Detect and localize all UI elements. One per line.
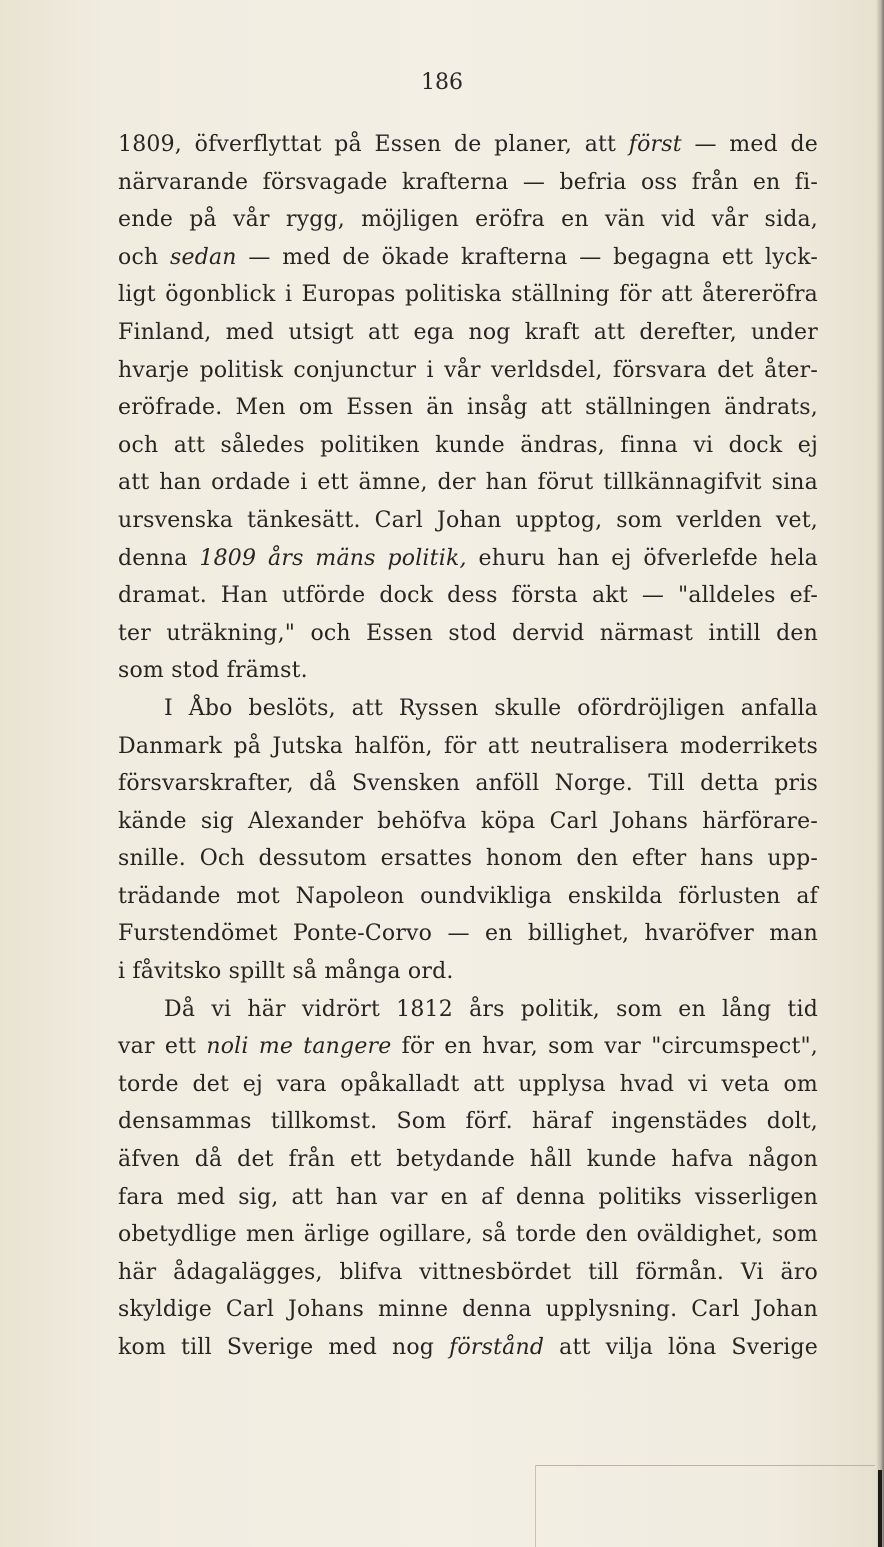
text-line-19: kände sig Alexander behöfva köpa Carl Johans härförare-: [118, 808, 818, 834]
bottom-rule: [535, 1465, 875, 1466]
page-number: 186: [421, 70, 463, 95]
text-line-25: var ett noli me tangere för en hvar, som var "circumspect",: [118, 1034, 819, 1060]
text-line-9: och att således politiken kunde ändras, finna vi dock ej: [118, 432, 818, 458]
text-line-2: närvarande försvagade krafterna — befria oss från en fi-: [118, 169, 818, 195]
text-line-26: torde det ej vara opåkalladt att upplysa hvad vi veta om: [118, 1071, 818, 1097]
text-line-24: Då vi här vidrört 1812 års politik, som en lång tid: [164, 996, 818, 1022]
text-line-10: att han ordade i ett ämne, der han förut tillkännagifvit sina: [118, 470, 818, 496]
text-line-8: eröfrade. Men om Essen än insåg att ställningen ändrats,: [118, 395, 818, 421]
text-line-33: kom till Sverige med nog förstånd att vilja löna Sverige: [118, 1335, 818, 1360]
text-line-21: trädande mot Napoleon oundvikliga enskilda förlusten af: [118, 883, 818, 909]
text-line-28: äfven då det från ett betydande håll kunde hafva någon: [118, 1147, 818, 1173]
text-line-3: ende på vår rygg, möjligen eröfra en vän vid vår sida,: [118, 207, 818, 233]
text-line-30: obetydlige men ärlige ogillare, så torde den oväldighet, som: [118, 1222, 818, 1248]
text-line-23: i fåvitsko spillt så många ord.: [118, 959, 454, 985]
text-line-18: försvarskrafter, då Svensken anföll Norge. Till detta pris: [118, 771, 818, 797]
text-line-5: ligt ögonblick i Europas politiska ställning för att återeröfra: [118, 282, 818, 308]
text-line-4: och sedan — med de ökade krafterna — begagna ett lyck-: [118, 244, 818, 270]
text-line-15: som stod främst.: [118, 658, 308, 684]
text-line-1: 1809, öfverflyttat på Essen de planer, att först — med de: [118, 132, 818, 157]
text-line-27: densammas tillkomst. Som förf. häraf ingenstädes dolt,: [118, 1109, 818, 1135]
text-line-22: Furstendömet Ponte-Corvo — en billighet, hvaröfver man: [118, 921, 818, 947]
text-line-11: ursvenska tänkesätt. Carl Johan upptog, som verlden vet,: [118, 507, 818, 533]
text-line-20: snille. Och dessutom ersattes honom den efter hans upp-: [118, 846, 818, 872]
text-line-6: Finland, med utsigt att ega nog kraft att derefter, under: [118, 319, 818, 345]
bottom-rule-vertical: [535, 1465, 536, 1547]
text-line-31: här ådagalägges, blifva vittnesbördet till förmån. Vi äro: [118, 1259, 818, 1285]
text-line-32: skyldige Carl Johans minne denna upplysning. Carl Johan: [118, 1297, 818, 1323]
text-line-13: dramat. Han utförde dock dess första akt — "alldeles ef-: [118, 583, 818, 609]
text-line-14: ter uträkning," och Essen stod dervid närmast intill den: [118, 620, 818, 646]
text-line-12: denna 1809 års mäns politik, ehuru han ej öfverlefde hela: [118, 545, 818, 571]
body-text: [118, 126, 818, 1367]
text-line-16: I Åbo beslöts, att Ryssen skulle ofördröjligen anfalla: [164, 695, 818, 721]
page-edge-shadow: [876, 0, 884, 1547]
text-line-17: Danmark på Jutska halfön, för att neutralisera moderrikets: [118, 733, 818, 759]
text-line-29: fara med sig, att han var en af denna politiks visserligen: [118, 1184, 818, 1210]
text-line-7: hvarje politisk conjunctur i vår verldsdel, försvara det åter-: [118, 357, 818, 383]
binding-edge-mark: [878, 1470, 882, 1547]
